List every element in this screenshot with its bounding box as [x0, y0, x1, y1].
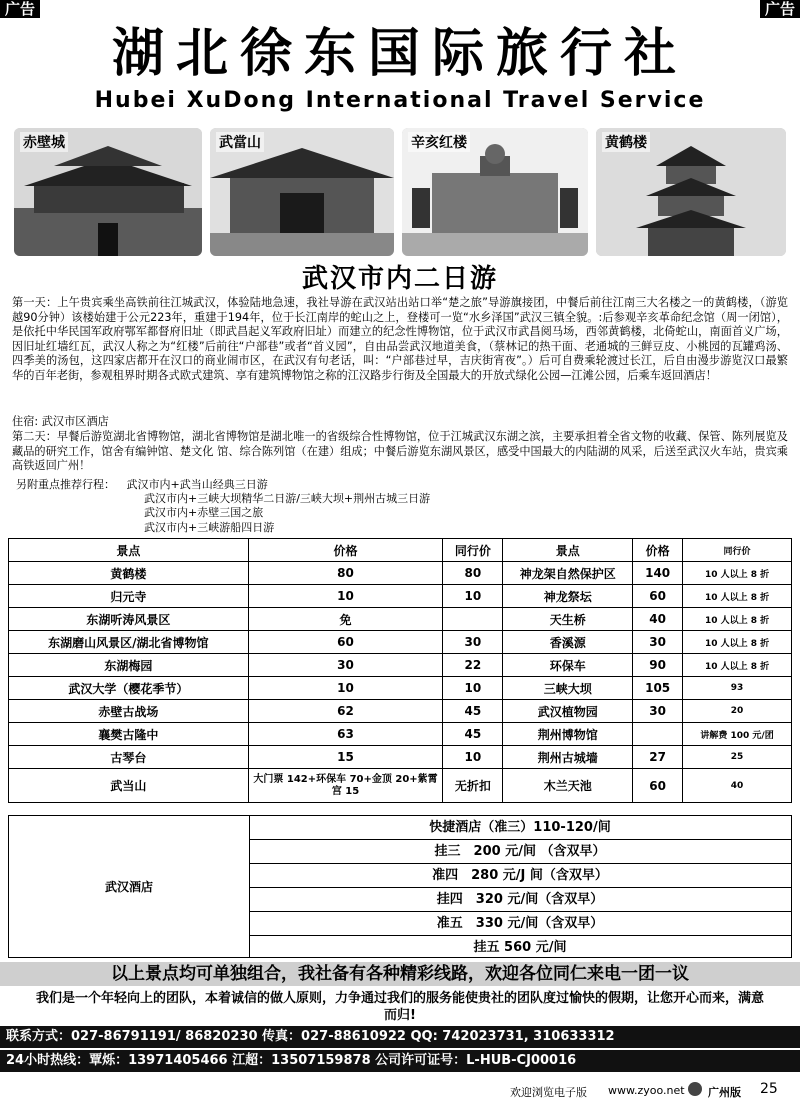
photo-label-xinhai: 辛亥红楼: [408, 132, 470, 152]
photo-wudang: [210, 128, 394, 256]
table-cell: 武汉大学（樱花季节）: [9, 677, 249, 700]
table-cell: 40: [683, 769, 792, 803]
table-cell: 60: [633, 585, 683, 608]
recommend-row: [16, 478, 576, 492]
recommend-row: [16, 506, 576, 520]
table-cell: 15: [248, 746, 443, 769]
recommend-row: [16, 492, 576, 506]
table-cell: 10 人以上 8 折: [683, 654, 792, 677]
hotel-row: 准五 330 元/间（含双早）: [249, 912, 791, 936]
table-cell: 105: [633, 677, 683, 700]
recommend-item: 武汉市内+武当山经典三日游: [126, 478, 268, 491]
photo-label-chibi: 赤壁城: [20, 132, 68, 152]
table-cell: 40: [633, 608, 683, 631]
table-header: 价格: [248, 539, 443, 562]
table-row: [9, 585, 792, 608]
table-header: 景点: [9, 539, 249, 562]
table-cell: 三峡大坝: [503, 677, 633, 700]
table-cell: 25: [683, 746, 792, 769]
table-cell: 10: [248, 677, 443, 700]
table-cell: 木兰天池: [503, 769, 633, 803]
table-header: 同行价: [683, 539, 792, 562]
table-cell: 20: [683, 700, 792, 723]
table-cell: 神龙架自然保护区: [503, 562, 633, 585]
table-header: 景点: [503, 539, 633, 562]
price-table: [8, 538, 792, 803]
footer-welcome: 欢迎浏览电子版: [510, 1086, 587, 1099]
table-cell: 黄鹤楼: [9, 562, 249, 585]
table-cell: 赤壁古战场: [9, 700, 249, 723]
slogan-banner: 以上景点均可单独组合，我社备有各种精彩线路，欢迎各位同仁来电一团一议: [0, 962, 800, 986]
table-cell: 10: [443, 746, 503, 769]
photo-label-wudang: 武當山: [216, 132, 264, 152]
hotel-row: 挂五 560 元/间: [473, 940, 567, 955]
table-cell: 10: [443, 677, 503, 700]
table-cell: 10: [248, 585, 443, 608]
table-cell: 140: [633, 562, 683, 585]
table-cell: 30: [633, 631, 683, 654]
footer-edition: 广州版: [708, 1086, 741, 1099]
table-cell: 大门票 142+环保车 70+金顶 20+紫霄宫 15: [248, 769, 443, 803]
recommend-item: 武汉市内+赤壁三国之旅: [144, 506, 264, 520]
table-cell: 武当山: [9, 769, 249, 803]
table-cell: 90: [633, 654, 683, 677]
day1-stay: 住宿: 武汉市区酒店: [12, 415, 109, 428]
table-cell: 东湖磨山风景区/湖北省博物馆: [9, 631, 249, 654]
table-header: 价格: [633, 539, 683, 562]
table-cell: 东湖听涛风景区: [9, 608, 249, 631]
table-cell: 60: [248, 631, 443, 654]
table-header-row: [9, 539, 792, 562]
recommend-label: 另附重点推荐行程：: [16, 478, 115, 491]
table-cell: [443, 608, 503, 631]
table-cell: 60: [633, 769, 683, 803]
table-cell: 归元寺: [9, 585, 249, 608]
table-cell: [633, 723, 683, 746]
table-cell: 10: [443, 585, 503, 608]
page-number: 25: [760, 1081, 778, 1097]
table-row: [9, 746, 792, 769]
table-row: [9, 769, 792, 803]
table-cell: 环保车: [503, 654, 633, 677]
table-cell: 63: [248, 723, 443, 746]
table-cell: 襄樊古隆中: [9, 723, 249, 746]
table-cell: 30: [633, 700, 683, 723]
footer-site-link[interactable]: www.zyoo.net: [608, 1084, 685, 1097]
table-header: 同行价: [443, 539, 503, 562]
table-row: [9, 654, 792, 677]
logo-icon: [688, 1082, 702, 1096]
recommend-item: 武汉市内+三峡大坝精华二日游/三峡大坝+荆州古城三日游: [144, 492, 431, 506]
table-row: [9, 677, 792, 700]
table-cell: 免: [248, 608, 443, 631]
day2-itinerary: 第二天：早餐后游览湖北省博物馆，湖北省博物馆是湖北唯一的省级综合性博物馆，位于江城武汉东湖之滨，主要承担着全省文物的收藏、保管、陈列展览及藏品的研究工作，馆舍有编钟馆、楚文化 馆、综合陈列馆（在建）组成；中餐后游览东湖风景区，感受中国最大的内陆湖的风采，后送至武汉火车站，贵宾乘高铁返回广州！: [12, 430, 788, 473]
recommend-row: [16, 521, 576, 535]
photo-chibi-city: [14, 128, 202, 256]
table-cell: 80: [443, 562, 503, 585]
table-cell: 10 人以上 8 折: [683, 608, 792, 631]
table-cell: 荆州古城墙: [503, 746, 633, 769]
photo-xinhai-red-building: [402, 128, 588, 256]
recommend-item: 武汉市内+三峡游船四日游: [144, 520, 275, 534]
ad-tag-left: 广告: [0, 0, 40, 18]
table-cell: 香溪源: [503, 631, 633, 654]
table-cell: 讲解费 100 元/团: [683, 723, 792, 746]
table-cell: 古琴台: [9, 746, 249, 769]
table-row: [9, 723, 792, 746]
hotel-name: 武汉酒店: [9, 816, 250, 957]
table-cell: 无折扣: [443, 769, 503, 803]
table-cell: 45: [443, 700, 503, 723]
table-row: [9, 562, 792, 585]
table-cell: 10 人以上 8 折: [683, 585, 792, 608]
ad-tag-right: 广告: [760, 0, 800, 18]
table-cell: 27: [633, 746, 683, 769]
hotel-row: 挂四 320 元/间（含双早）: [249, 888, 791, 912]
hotel-row: 准四 280 元/J 间（含双早）: [249, 864, 791, 888]
table-row: [9, 608, 792, 631]
table-cell: 荆州博物馆: [503, 723, 633, 746]
tour-title: 武汉市内二日游: [301, 264, 498, 294]
table-cell: 80: [248, 562, 443, 585]
contact-line: 联系方式：027-86791191/ 86820230 传真：027-88610922 QQ: 742023731, 310633312: [0, 1026, 800, 1048]
photo-yellow-crane-tower: [596, 128, 786, 256]
table-cell: 神龙祭坛: [503, 585, 633, 608]
table-cell: 45: [443, 723, 503, 746]
table-cell: 10 人以上 8 折: [683, 562, 792, 585]
photo-label-yellow-crane: 黄鹤楼: [602, 132, 650, 152]
agency-intro: 我们是一个年轻向上的团队，本着诚信的做人原则，力争通过我们的服务能使贵社的团队度过愉快的假期，让您开心而来，满意而归!: [35, 991, 764, 1023]
table-cell: 武汉植物园: [503, 700, 633, 723]
table-cell: 22: [443, 654, 503, 677]
hotline-line: 24小时热线：覃烁：13971405466 江超：13507159878 公司许可证号：L-HUB-CJ00016: [0, 1050, 800, 1072]
hotel-row: 挂三 200 元/间 （含双早）: [249, 840, 791, 864]
page-footer: [0, 1078, 800, 1100]
table-cell: 93: [683, 677, 792, 700]
table-cell: 10 人以上 8 折: [683, 631, 792, 654]
hotel-row: 快捷酒店（准三）110-120/间: [249, 816, 791, 840]
table-cell: 30: [248, 654, 443, 677]
table-cell: 东湖梅园: [9, 654, 249, 677]
table-row: [9, 700, 792, 723]
recommended-routes: [16, 478, 576, 535]
table-cell: 30: [443, 631, 503, 654]
agency-title-cn: 湖北徐东国际旅行社: [111, 24, 688, 84]
agency-title-en: Hubei XuDong International Travel Service: [94, 88, 706, 113]
table-cell: 62: [248, 700, 443, 723]
table-cell: 天生桥: [503, 608, 633, 631]
hotel-price-block: [8, 815, 792, 958]
table-row: [9, 631, 792, 654]
day1-itinerary: 第一天：上午贵宾乘坐高铁前往江城武汉，体验陆地急速，我社导游在武汉站出站口举“楚之旅”导游旗接团，中餐后前往江南三大名楼之一的黄鹤楼，（游览越90分钟）该楼始建于公元223年，重建于194年，位于长江南岸的蛇山之上，登楼可一览“水乡泽国”武汉三镇全貌。:后参观辛亥革命纪念馆（周一闭馆），是依托中华民国军政府鄂军都督府旧址（即武昌起义军政府旧址）而建立的纪念性博物馆，位于武汉市武昌阅马场，西邻黄鹤楼，北倚蛇山，南面首义广场，因旧址红墙红瓦，武汉人称之为“红楼”后前往“户部巷”或者“首义园”，自由品尝武汉地道美食，（蔡林记的热干面、老通城的三鲜豆皮、小桃园的瓦罐鸡汤、四季美的汤包，这四家店都开在汉口的商业闹市区，在武汉有句老话，叫：“户部巷过早，吉庆街宵夜”。）后可自费乘轮渡过长江，后自由漫步游览汉口最繁华的百年老街，参观租界时期各式欧式建筑、享有建筑博物馆之称的江汉路步行街及全国最大的开放式绿化公园—江滩公园，后乘车返回酒店！: [12, 296, 788, 382]
